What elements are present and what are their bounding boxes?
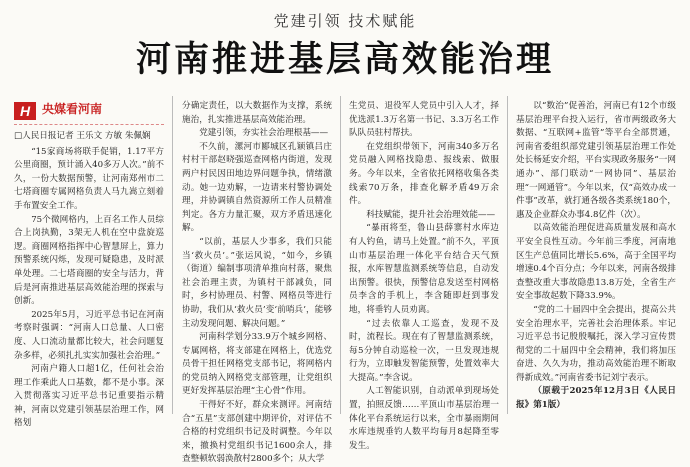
section-subhead: 科技赋能，提升社会治理效能—— xyxy=(366,209,496,220)
section-subhead: 党建引领，夯实社会治理根基—— xyxy=(199,128,329,139)
paragraph: 2025年5月，习近平总书记在河南考察时强调：“河南人口总量、人口密度、人口流动量都比较大，社会问题复杂多样，必须扎扎实实加强社会治理。” xyxy=(14,309,164,361)
paragraph: 生党员、退役军人党员中引入人才，择优选派1.3万名第一书记、3.3万名工作队队员驻村帮扶。 xyxy=(349,101,499,139)
headline: 河南推进基层高效能治理 xyxy=(135,40,554,80)
column-divider xyxy=(507,96,508,414)
paragraph: “党的二十届四中全会提出，提高公共安全治理水平，完善社会治理体系。牢记习近平总书记殷殷嘱托，深入学习宣传贯彻党的二十届四中全会精神，我们将加压奋进、久久为功，推动高效能治理不断取得新成效。”河南省委书记刘宁表示。 xyxy=(516,304,676,383)
paragraph: 河南户籍人口超1亿，任何社会治理工作乘此人口基数，都不是小事。深入贯彻落实习近平总书记重要指示精神，河南以党建引领基层治理工作，网格划 xyxy=(14,364,164,429)
paragraph: 以“数治”促善治，河南已有12个市级基层治理平台投入运行，省市两级政务大数据、“互联网+监管”等平台全部贯通，河南省委组织部党建引领基层治理工作处处长杨延安介绍，平台实现政务服务“一网通办”、部门联动“一网协同”、基层治理“一网通管”。今年以来，仅“高效办成一件事”改革，就打通各级各类系统180个，惠及企业群众办事4.8亿件（次）。 xyxy=(516,101,676,220)
paragraph: 在党组织带领下，河南340多万名党员融入网格找隐患、报线索、做服务。今年以来，全省依托网格收集各类线索70万条，排查化解矛盾49万余件。 xyxy=(349,141,499,207)
byline: □人民日报记者 王乐文 方敏 朱佩娴 xyxy=(14,131,151,141)
source-note: （原载于2025年12月3日《人民日报》第1版） xyxy=(516,386,676,411)
paragraph: 以高效能治理促进高质量发展和高水平安全良性互动。今年前三季度，河南地区生产总值同比增长5.6%，高于全国平均增速0.4个百分点；今年以来，河南各级排查整改重大事故隐患13.8万处，全省生产安全事故起数下降33.9%。 xyxy=(516,223,676,302)
paragraph: “以前，基层人少事多，我们只能当‘救火员’。”张运风说，“如今，乡镇（街道）编制事项清单推向村落，聚焦社会治理主责，为镇村干部减负，同时，乡村协理员、村警、网格员等进行协助，我们从‘救火员’变‘前哨兵’，能够主动发现问题、解决问题。” xyxy=(182,236,332,329)
paragraph: 干得好不好，群众来测评。河南结合“五星”支部创建中期评价，对评估不合格的村党组织书记及时调整。今年以来，撤换村党组织书记1600余人，排查整顿软弱涣散村2800多个；从大学 xyxy=(182,400,332,465)
paragraph: 分确定责任，以大数据作为支撑，系统施治，扎实推进基层高效能治理。 xyxy=(182,101,332,125)
badge-title: 央媒看河南 xyxy=(42,102,103,116)
paragraph: “过去依靠人工巡查，发现不及时，流程长。现在有了智慧监测系统，每5分钟自动巡检一次，一旦发现违规行为，立即触发智能预警，处置效率大大提高。”李含说。 xyxy=(349,318,499,383)
column-badge xyxy=(14,100,164,125)
article-column-4 xyxy=(516,100,676,413)
article-column-2 xyxy=(182,100,332,467)
column-divider xyxy=(340,96,341,414)
paragraph: 75个微网格内，上百名工作人员综合上岗执勤，3架无人机在空中盘旋巡逻。商圈网格指挥中心智慧屏上，算力预警系统闪烁，发现可疑隐患，及时派单处理。二七塔商圈的安全与活力，背后是河南推进基层高效能治理的探索与创新。 xyxy=(14,214,164,307)
paragraph: “15家商场将联手促销，1.17平方公里商圈，预计涌入40多万人次。”前不久，一份大数据预警，让河南郑州市二七塔商圈专属网格负责人马九嵩立刻着手布置安全工作。 xyxy=(14,146,164,211)
paragraph: 不久前，漯河市郾城区孔颖镇吕庄村村干部赵晓强巡查网格内街道，发现两户村民因田地边界问题争执，情绪激动。她一边劝解，一边请来村警协调处理，并协调镇自然资源所工作人员精准判定。各方力量汇聚，双方矛盾迅速化解。 xyxy=(182,141,332,234)
article-column-1 xyxy=(14,100,164,431)
column-divider xyxy=(172,96,173,414)
paragraph: 人工智能识别，自动派单到现场处置，拍照反馈……平顶山市基层治理一体化平台系统运行以来，全市暴雨期间水库违规垂钓人数平均每月8起降至零发生。 xyxy=(349,386,499,451)
badge-letter: H xyxy=(14,102,36,120)
kicker: 党建引领 技术赋能 xyxy=(273,12,417,30)
paragraph: “暴雨将至，鲁山县薛寨村水库边有人钓鱼，请马上处置。”前不久，平顶山市基层治理一体化平台结合天气预报，水库智慧监测系统等信息，自动发出预警。很快，预警信息发送至村网格员李含的手机上，李含随即赶到事发地，将垂钓人员劝离。 xyxy=(349,223,499,315)
article-column-3 xyxy=(349,100,499,453)
paragraph: 河南科学划分33.9万个城乡网格、专属网格，将支部建在网格上，优选党员骨干担任网格党支部书记，将网格内的党员纳入网格党支部管理，让党组织更好发挥基层治理“主心骨”作用。 xyxy=(182,332,332,397)
